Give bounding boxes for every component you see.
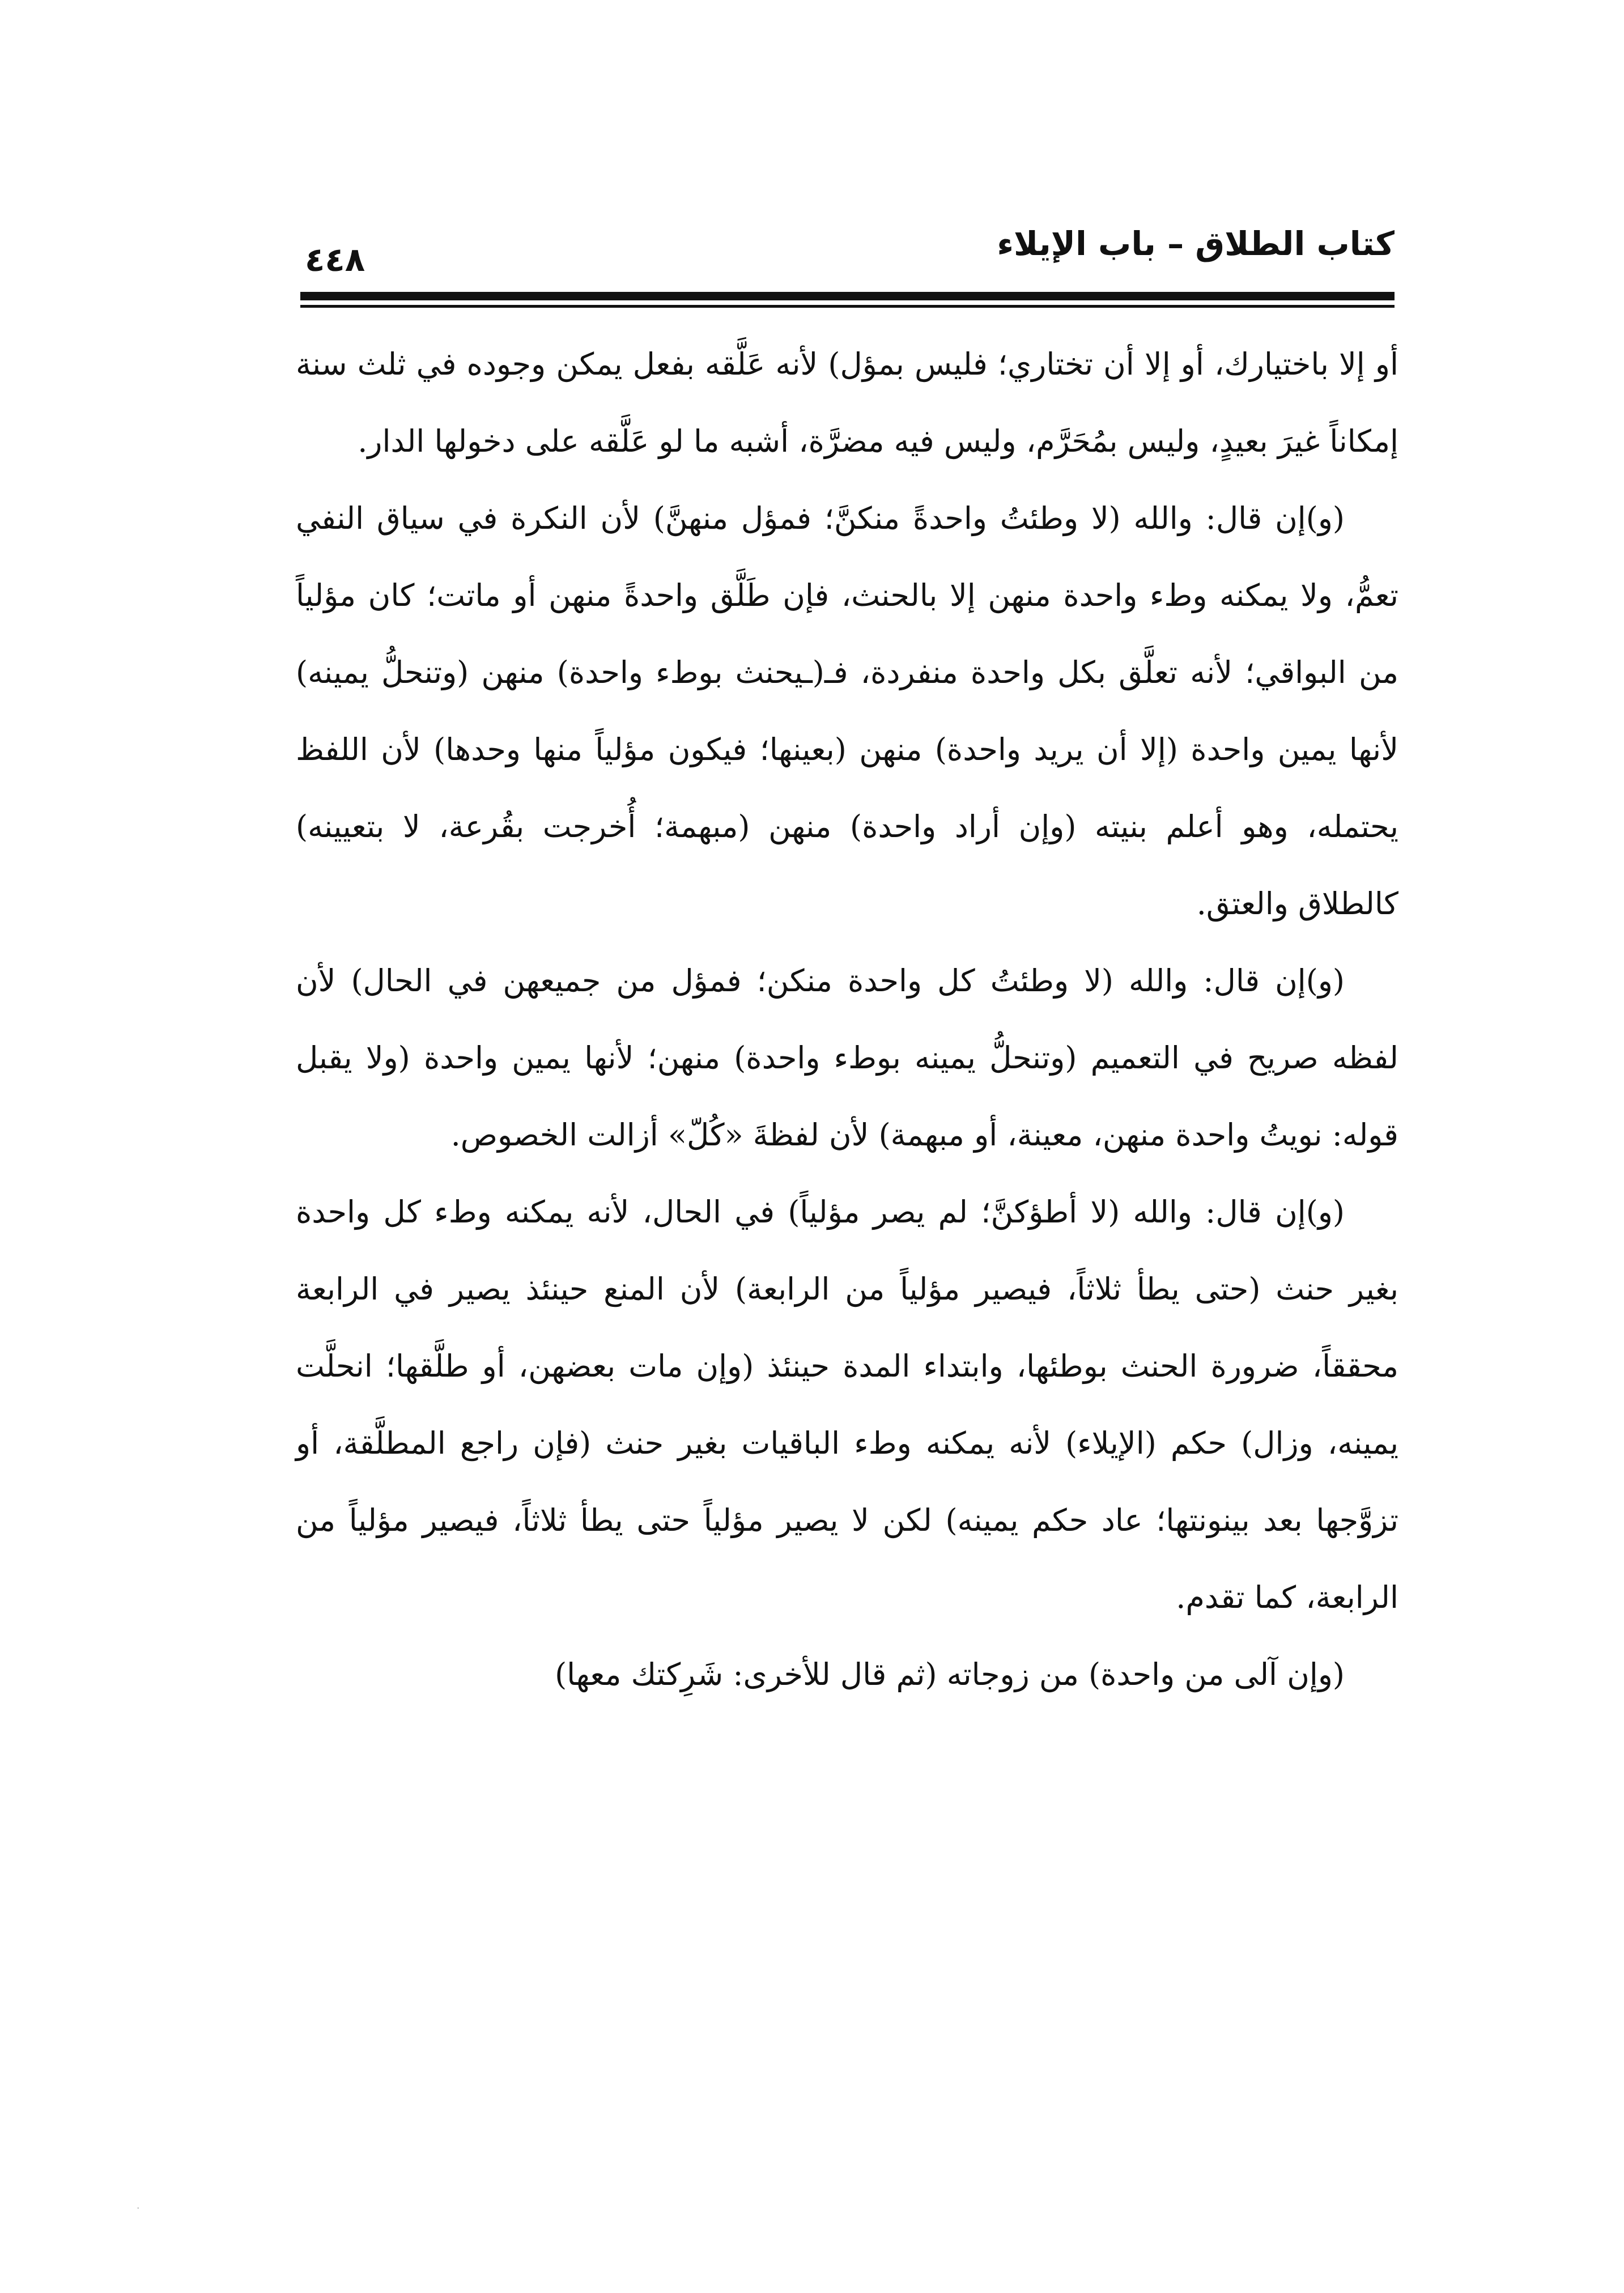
paragraph-3: (و)إن قال: والله (لا وطئتُ كل واحدة منكن؛ فمؤل من جميعهن في الحال) لأن لفظه صريح في التعميم (وتنحلُّ يمينه بوطء واحدة) منهن؛ لأنها يمين واحدة (ولا يقبل قوله: نويتُ واحدة منهن، معينة، أو مبهمة) لأن لفظةَ «كُلّ» أزالت الخصوص. (296, 963, 1398, 1153)
paragraph-1: أو إلا باختيارك، أو إلا أن تختاري؛ فليس بمؤل) لأنه عَلَّقه بفعل يمكن وجوده في ثلث سنة إمكاناً غيرَ بعيدٍ، وليس بمُحَرَّم، وليس فيه مضرَّة، أشبه ما لو عَلَّقه على دخولها الدار. (296, 346, 1398, 459)
paragraph-5: (وإن آلى من واحدة) من زوجاته (ثم قال للأخرى: شَرِكتك معها) (555, 1657, 1345, 1692)
running-title: كتاب الطلاق – باب الإيلاء (997, 224, 1395, 263)
header-rule-thick (300, 292, 1395, 300)
page-header (300, 224, 1395, 286)
paragraph-2: (و)إن قال: والله (لا وطئتُ واحدةً منكنَّ؛ فمؤل منهنَّ) لأن النكرة في سياق النفي تعمُّ، ولا يمكنه وطء واحدة منهن إلا بالحنث، فإن طَلَّق واحدةً منهن أو ماتت؛ كان مؤلياً من البواقي؛ لأنه تعلَّق بكل واحدة منفردة، فـ(ـيحنث بوطء واحدة) منهن (وتنحلُّ يمينه) لأنها يمين واحدة (إلا أن يريد واحدة) منهن (بعينها؛ فيكون مؤلياً منها وحدها) لأن اللفظ يحتمله، وهو أعلم بنيته (وإن أراد واحدة) منهن (مبهمة؛ أُخرجت بقُرعة، لا بتعيينه) كالطلاق والعتق. (296, 500, 1398, 922)
page-body (296, 326, 1398, 1713)
header-rule-thin (300, 305, 1395, 308)
page-number: ٤٤٨ (305, 240, 365, 279)
paragraph-4: (و)إن قال: والله (لا أطؤكنَّ؛ لم يصر مؤلياً) في الحال، لأنه يمكنه وطء كل واحدة بغير حنث (حتى يطأ ثلاثاً، فيصير مؤلياً من الرابعة) لأن المنع حينئذ يصير في الرابعة محققاً، ضرورة الحنث بوطئها، وابتداء المدة حينئذ (وإن مات بعضهن، أو طلَّقها؛ انحلَّت يمينه، وزال) حكم (الإيلاء) لأنه يمكنه وطء الباقيات بغير حنث (فإن راجع المطلَّقة، أو تزوَّجها بعد بينونتها؛ عاد حكم يمينه) لكن لا يصير مؤلياً حتى يطأ ثلاثاً، فيصير مؤلياً من الرابعة، كما تقدم. (296, 1194, 1398, 1615)
scan-mark: . (137, 2202, 139, 2211)
